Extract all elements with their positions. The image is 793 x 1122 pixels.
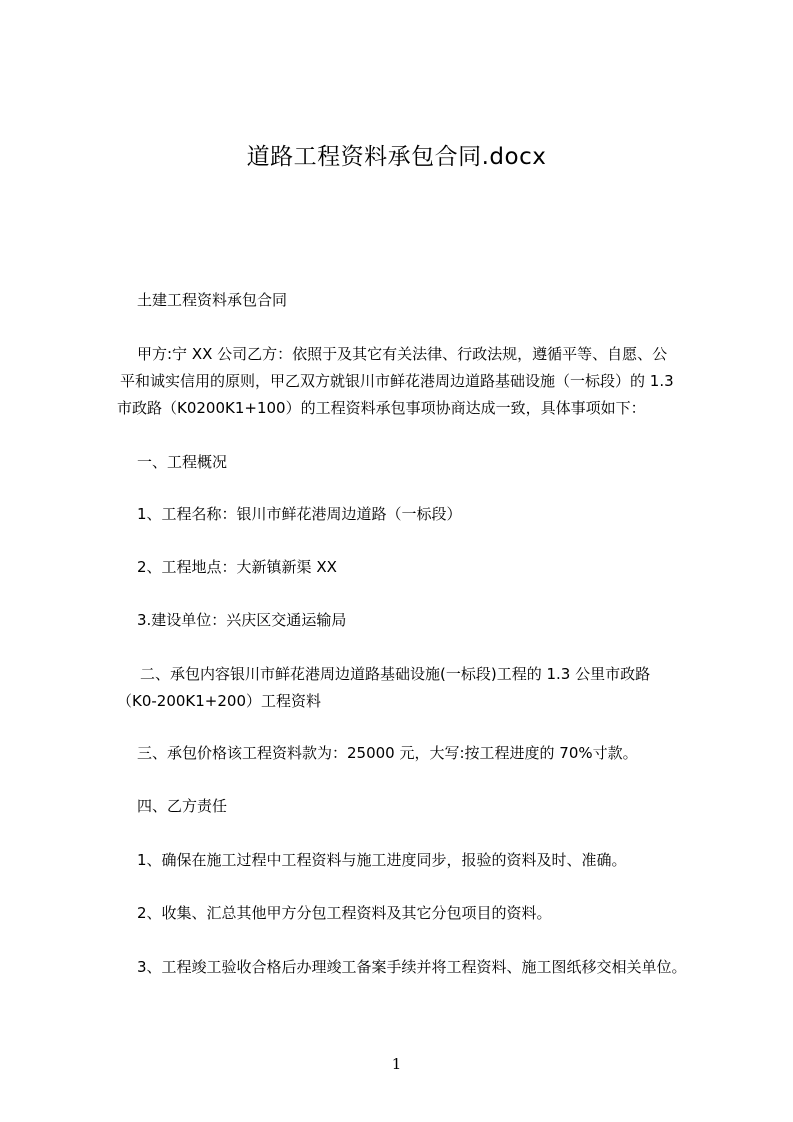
section-3-paragraph: 三、承包价格该工程资料款为：25000 元，大写:按工程进度的 70%寸款。 xyxy=(137,744,638,762)
section-2-line-1: 二、承包内容银川市鲜花港周边道路基础设施(一标段)工程的 1.3 公里市政路 xyxy=(140,665,651,683)
section-1-item-2: 2、工程地点：大新镇新渠 XX xyxy=(137,558,337,576)
page-number: 1 xyxy=(391,1055,402,1073)
section-4-item-2: 2、收集、汇总其他甲方分包工程资料及其它分包项目的资料。 xyxy=(137,904,552,922)
intro-line-3: 市政路（K0200K1+100）的工程资料承包事项协商达成一致，具体事项如下： xyxy=(117,399,646,417)
document-title: 道路工程资料承包合同.docx xyxy=(246,144,547,170)
section-4-item-3: 3、工程竣工验收合格后办理竣工备案手续并将工程资料、施工图纸移交相关单位。 xyxy=(137,958,687,976)
section-2-line-2: （K0-200K1+200）工程资料 xyxy=(117,692,322,710)
section-4-item-1: 1、确保在施工过程中工程资料与施工进度同步，报验的资料及时、准确。 xyxy=(137,851,627,869)
section-4-heading: 四、乙方责任 xyxy=(137,797,228,815)
section-1-item-1: 1、工程名称：银川市鲜花港周边道路（一标段） xyxy=(137,505,462,523)
contract-subtitle: 土建工程资料承包合同 xyxy=(137,291,288,309)
section-2-paragraph xyxy=(117,661,650,715)
intro-line-1: 甲方:宁 XX 公司乙方：依照于及其它有关法律、行政法规，遵循平等、自愿、公 xyxy=(137,345,668,363)
intro-paragraph xyxy=(117,341,674,422)
intro-line-2: 平和诚实信用的原则，甲乙双方就银川市鲜花港周边道路基础设施（一标段）的 1.3 xyxy=(120,372,674,390)
section-1-item-3: 3.建设单位：兴庆区交通运输局 xyxy=(137,611,347,629)
section-1-heading: 一、工程概况 xyxy=(137,453,228,471)
